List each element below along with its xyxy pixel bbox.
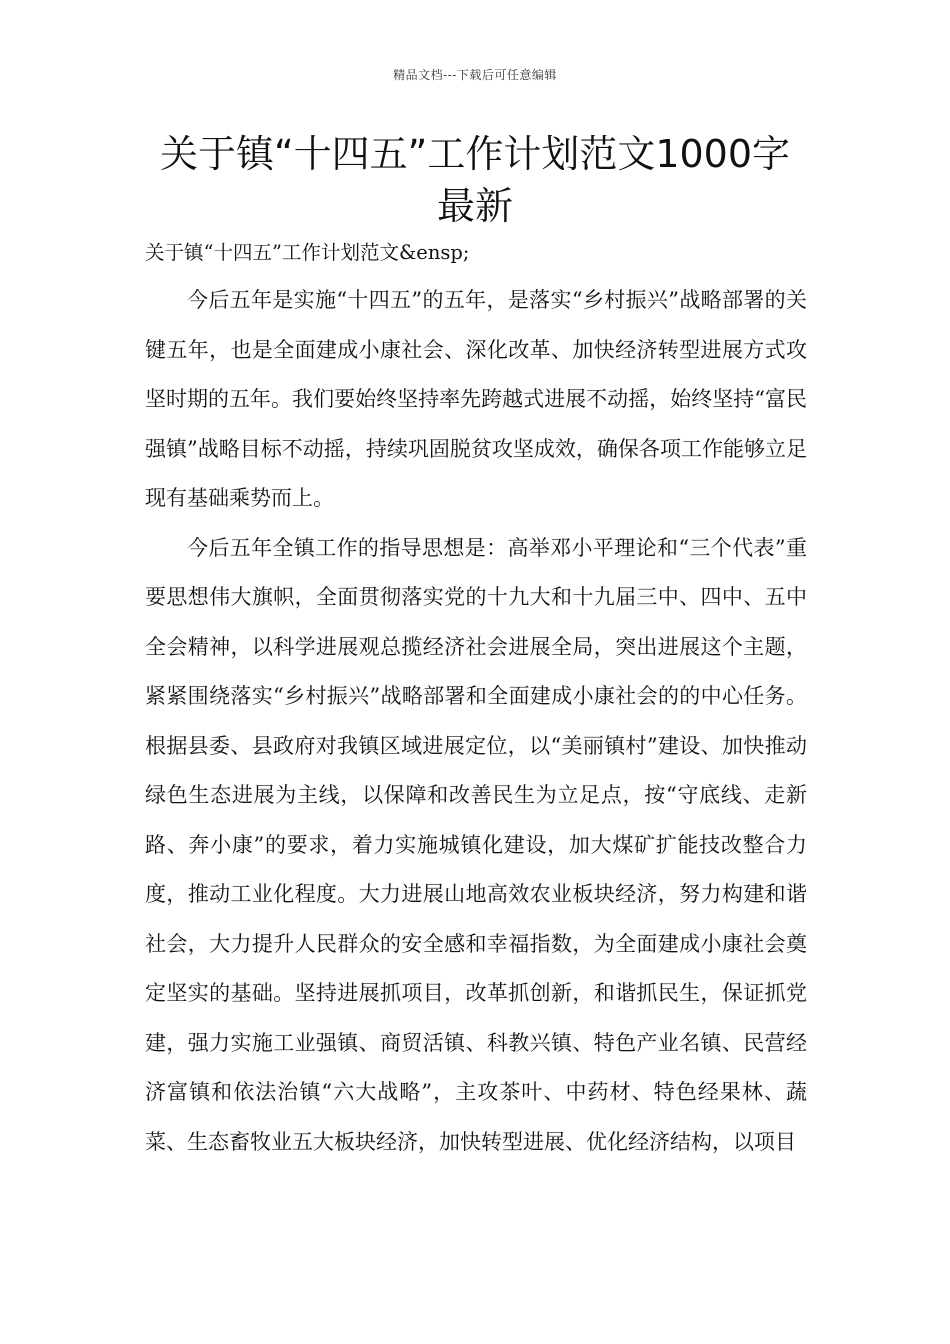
paragraph: 今后五年全镇工作的指导思想是：高举邓小平理论和“三个代表”重要思想伟大旗帜，全面贯彻落实党的十九大和十九届三中、四中、五中全会精神，以科学进展观总揽经济社会进展全局，突出进展这个主题，紧紧围绕落实“乡村振兴”战略部署和全面建成小康社会的的中心任务。根据县委、县政府对我镇区域进展定位，以“美丽镇村”建设、加快推动绿色生态进展为主线，以保障和改善民生为立足点，按“守底线、走新路、奔小康”的要求，着力实施城镇化建设，加大煤矿扩能技改整合力度，推动工业化程度。大力进展山地高效农业板块经济，努力构建和谐社会，大力提升人民群众的安全感和幸福指数，为全面建成小康社会奠定坚实的基础。坚持进展抓项目，改革抓创新，和谐抓民生，保证抓党建，强力实施工业强镇、商贸活镇、科教兴镇、特色产业名镇、民营经济富镇和依法治镇“六大战略”，主攻茶叶、中药材、特色经果林、蔬菜、生态畜牧业五大板块经济，加快转型进展、优化经济结构，以项目: [145, 535, 807, 1154]
paragraph: 今后五年是实施“十四五”的五年，是落实“乡村振兴”战略部署的关键五年，也是全面建成小康社会、深化改革、加快经济转型进展方式攻坚时期的五年。我们要始终坚持率先跨越式进展不动摇，始终坚持“富民强镇”战略目标不动摇，持续巩固脱贫攻坚成效，确保各项工作能够立足现有基础乘势而上。: [145, 288, 807, 510]
document-title: 关于镇“十四五”工作计划范文1000字最新: [159, 132, 791, 228]
document-subtitle: 关于镇“十四五”工作计划范文&ensp;: [145, 241, 470, 264]
document-body: [145, 276, 807, 1167]
page-header: 精品文档---下载后可任意编辑: [393, 68, 557, 82]
